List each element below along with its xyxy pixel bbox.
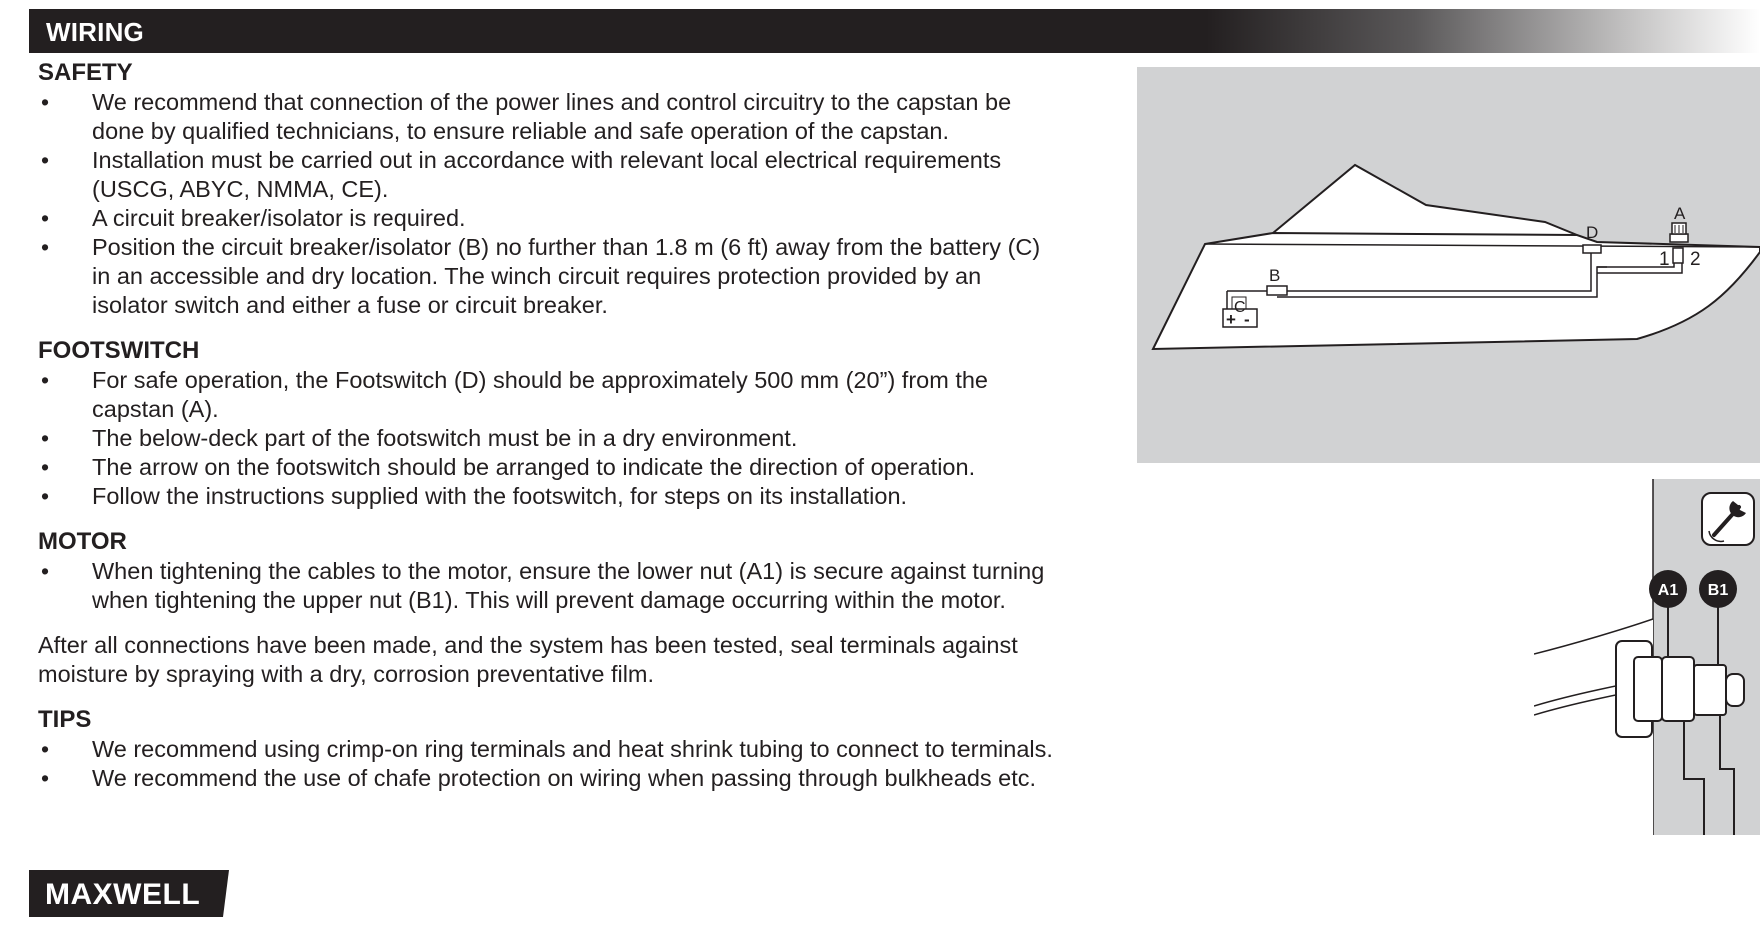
boat-diagram-svg (1137, 67, 1760, 463)
boat-cabin-outline (1273, 165, 1577, 235)
bullet-dot: • (40, 425, 50, 451)
tips-section (38, 705, 1058, 793)
logo-text: MAXWELL (45, 878, 201, 911)
label-minus: - (1244, 310, 1250, 329)
list-item (38, 146, 1058, 204)
label-c: C (1234, 299, 1246, 316)
label-d: D (1586, 223, 1599, 242)
wrench-icon (1702, 493, 1754, 545)
label-b: B (1269, 266, 1281, 285)
list-item (38, 735, 1058, 764)
footswitch-section (38, 336, 1058, 511)
label-b1: B1 (1707, 582, 1729, 599)
bullet-dot: • (40, 89, 50, 115)
motor-terminal-diagram (1534, 479, 1760, 835)
bullet-dot: • (40, 483, 50, 509)
lower-nut-a1 (1634, 657, 1662, 721)
list-item-text: For safe operation, the Footswitch (D) should be approximately 500 mm (20”) from the capstan (A). (92, 367, 988, 422)
list-item-text: The below-deck part of the footswitch must be in a dry environment. (92, 425, 798, 451)
bullet-dot: • (40, 367, 50, 393)
bullet-dot: • (40, 234, 50, 260)
list-item (38, 482, 1058, 511)
list-item-text: We recommend using crimp-on ring terminals and heat shrink tubing to connect to terminals. (92, 736, 1053, 762)
motor-section (38, 527, 1058, 615)
list-item (38, 424, 1058, 453)
list-item-text: We recommend that connection of the power lines and control circuitry to the capstan be done by qualified technicians, to ensure reliable and safe operation of the capstan. (92, 89, 1012, 144)
list-item-text: When tightening the cables to the motor, ensure the lower nut (A1) is secure against turning when tightening the upper nut (B1). This will prevent damage occurring within the motor. (92, 558, 1045, 613)
upper-nut-b1 (1694, 665, 1726, 715)
boat-wiring-diagram (1137, 67, 1760, 463)
label-terminal-1: 1 (1659, 249, 1670, 270)
safety-section (38, 58, 1058, 320)
footswitch-list (38, 366, 1058, 511)
list-item (38, 557, 1058, 615)
footswitch-d (1583, 245, 1601, 253)
bullet-dot: • (40, 736, 50, 762)
section-title: WIRING (46, 17, 144, 47)
motor-list (38, 557, 1058, 615)
ring-terminal (1662, 657, 1694, 721)
label-terminal-2: 2 (1690, 249, 1701, 270)
label-plus: + (1226, 310, 1236, 329)
list-item (38, 233, 1058, 320)
list-item (38, 88, 1058, 146)
maxwell-logo (29, 870, 229, 917)
list-item-text: Follow the instructions supplied with the footswitch, for steps on its installation. (92, 483, 908, 509)
motor-heading: MOTOR (38, 528, 127, 555)
list-item (38, 366, 1058, 424)
list-item-text: A circuit breaker/isolator is required. (92, 205, 466, 231)
list-item-text: The arrow on the footswitch should be arranged to indicate the direction of operation. (92, 454, 976, 480)
bullet-dot: • (40, 558, 50, 584)
label-a1: A1 (1657, 582, 1679, 599)
safety-heading: SAFETY (38, 59, 133, 86)
circuit-breaker-b (1267, 286, 1287, 295)
bullet-dot: • (40, 454, 50, 480)
terminal-stud (1726, 674, 1744, 706)
tips-heading: TIPS (38, 706, 92, 733)
list-item (38, 453, 1058, 482)
bullet-dot: • (40, 765, 50, 791)
after-connections-note: After all connections have been made, and the system has been tested, seal terminals against moisture by spraying with a dry, corrosion preventative film. (38, 632, 1018, 687)
safety-list (38, 88, 1058, 320)
list-item (38, 764, 1058, 793)
list-item-text: Installation must be carried out in accordance with relevant local electrical requirements (USCG, ABYC, NMMA, CE). (92, 147, 1002, 202)
main-content (38, 58, 1058, 809)
capstan-a-motor (1673, 248, 1683, 263)
label-a: A (1674, 204, 1686, 223)
tips-list (38, 735, 1058, 793)
footswitch-heading: FOOTSWITCH (38, 337, 200, 364)
list-item-text: Position the circuit breaker/isolator (B) no further than 1.8 m (6 ft) away from the battery (C) in an accessible and dry location. The winch circuit requires protection provided by an isolator switch and either a fuse or circuit breaker. (92, 234, 1041, 318)
capstan-a-base (1670, 234, 1688, 242)
bullet-dot: • (40, 205, 50, 231)
motor-diagram-svg (1534, 479, 1760, 835)
list-item (38, 204, 1058, 233)
bullet-dot: • (40, 147, 50, 173)
list-item-text: We recommend the use of chafe protection on wiring when passing through bulkheads etc. (92, 765, 1037, 791)
section-header-bar (29, 9, 1760, 53)
